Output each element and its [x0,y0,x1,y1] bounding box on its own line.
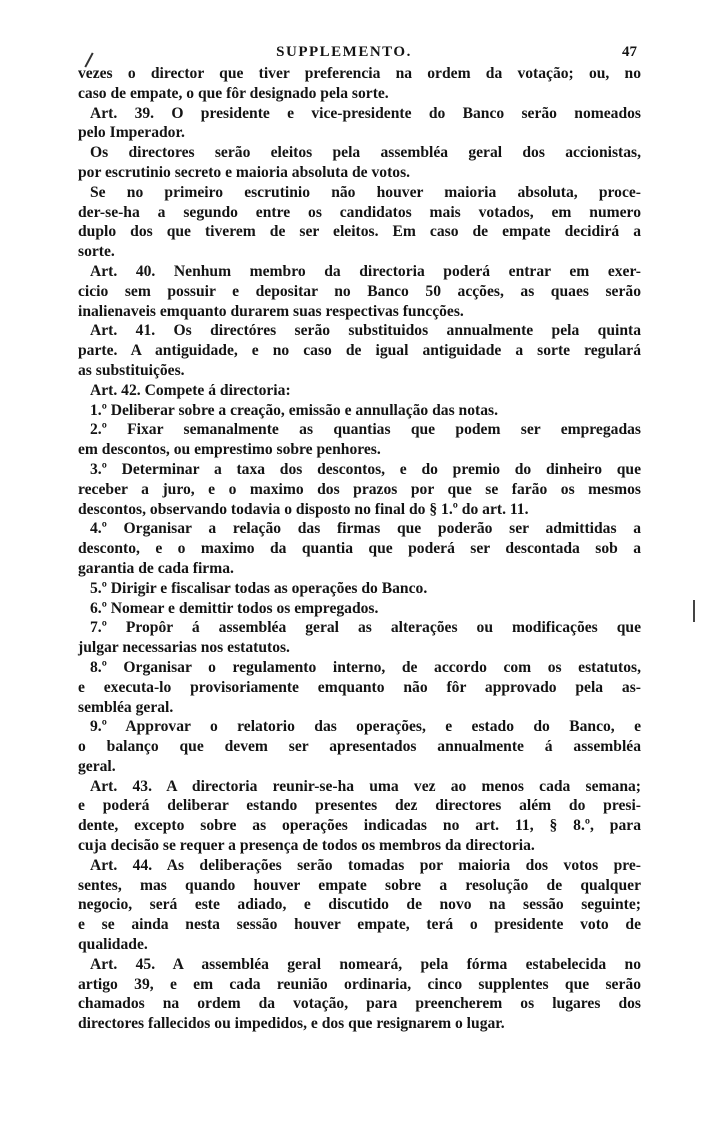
text-line: em descontos, ou emprestimo sobre penhores. [78,441,381,459]
text-line: as substituições. [78,361,185,379]
text-line: 8.º Organisar o regulamento interno, de accordo com os estatutos, [90,658,641,676]
text-line: Art. 44. As deliberações serão tomadas por maioria dos votos pre- [90,856,641,874]
text-line: 7.º Propôr á assembléa geral as alterações ou modificações que [90,619,641,637]
text-line: Art. 43. A directoria reunir-se-ha uma vez ao menos cada semana; [90,777,641,795]
text-line: duplo dos que tiverem de ser eleitos. Em caso de empate decidirá a [78,223,641,241]
text-line: 3.º Determinar a taxa dos descontos, e do premio do dinheiro que [90,460,641,478]
text-line: sorte. [78,243,115,261]
text-line: e poderá deliberar estando presentes dez directores além do presi- [78,797,641,815]
text-line: 1.º Deliberar sobre a creação, emissão e annullação das notas. [90,401,498,419]
running-header: SUPPLEMENTO. [276,44,412,60]
text-line: caso de empate, o que fôr designado pela sorte. [78,84,389,102]
text-line: qualidade. [78,936,148,954]
text-line: vezes o director que tiver preferencia na ordem da votação; ou, no [78,65,641,82]
text-line: 4.º Organisar a relação das firmas que poderão ser admittidas a [90,520,641,538]
text-line: Art. 39. O presidente e vice-presidente do Banco serão nomeados [90,104,641,122]
text-line: Os directores serão eleitos pela assembléa geral dos accionistas, [90,144,641,162]
text-line: receber a juro, e o maximo dos prazos por que se farão os mesmos [78,480,641,498]
text-line: sentes, mas quando houver empate sobre a resolução de qualquer [78,876,641,894]
text-line: e se ainda nesta sessão houver empate, terá o presidente voto de [78,916,641,934]
text-line: por escrutinio secreto e maioria absoluta de votos. [78,163,411,181]
text-line: geral. [78,757,116,775]
text-line: 2.º Fixar semanalmente as quantias que podem ser empregadas [90,421,641,439]
body-text [78,64,641,1034]
text-line: chamados na ordem da votação, para preencherem os lugares dos [78,995,641,1013]
text-line: Art. 40. Nenhum membro da directoria poderá entrar em exer- [90,262,641,280]
text-line: 6.º Nomear e demittir todos os empregados. [90,599,379,617]
text-line: garantia de cada firma. [78,559,234,577]
text-line: cuja decisão se requer a presença de todos os membros da directoria. [78,837,535,855]
text-line: artigo 39, e em cada reunião ordinaria, cinco supplentes que serão [78,975,641,993]
text-line: 9.º Approvar o relatorio das operações, e estado do Banco, e [90,718,641,736]
text-line: Art. 45. A assembléa geral nomeará, pela fórma estabelecida no [90,955,641,973]
text-line: e executa-lo provisoriamente emquanto não fôr approvado pela as- [78,678,641,696]
text-line: cicio sem possuir e depositar no Banco 50 acções, as quaes serão [78,282,641,300]
text-line: Art. 42. Compete á directoria: [90,381,291,399]
text-line: julgar necessarias nos estatutos. [78,639,290,657]
text-line: 5.º Dirigir e fiscalisar todas as operações do Banco. [90,579,428,597]
text-line: parte. A antiguidade, e no caso de igual antiguidade a sorte regulará [78,342,641,360]
text-line: pelo Imperador. [78,124,185,142]
text-line: Se no primeiro escrutinio não houver maioria absoluta, proce- [90,183,641,201]
text-line: dente, excepto sobre as operações indicadas no art. 11, § 8.º, para [78,817,641,835]
text-line: negocio, será este adiado, e discutido de novo na sessão seguinte; [78,896,641,914]
text-line: desconto, e o maximo da quantia que poderá ser descontada sob a [78,540,641,558]
text-line: der-se-ha a segundo entre os candidatos mais votados, em numero [78,203,641,221]
margin-mark [693,600,695,622]
text-line: inalienaveis emquanto durarem suas respectivas funcções. [78,302,464,320]
page-number: 47 [622,44,637,60]
text-line: directores fallecidos ou impedidos, e dos que resignarem o lugar. [78,1015,505,1033]
text-line: Art. 41. Os directóres serão substituidos annualmente pela quinta [90,322,641,340]
text-line: sembléa geral. [78,698,174,716]
text-line: descontos, observando todavia o disposto no final do § 1.º do art. 11. [78,500,529,518]
text-line: o balanço que devem ser apresentados annualmente á assembléa [78,738,641,756]
